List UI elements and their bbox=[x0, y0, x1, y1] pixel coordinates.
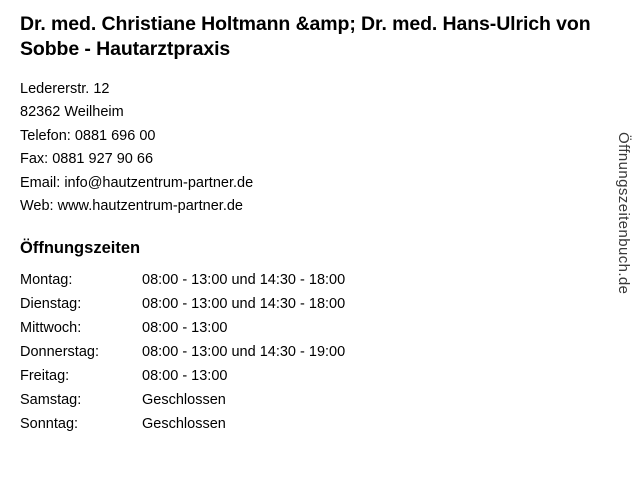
table-row bbox=[20, 272, 345, 296]
day-hours: 08:00 - 13:00 und 14:30 - 18:00 bbox=[142, 295, 346, 312]
city-line: 82362 Weilheim bbox=[20, 104, 124, 121]
day-label: Donnerstag: bbox=[20, 343, 99, 360]
day-hours: 08:00 - 13:00 und 14:30 - 18:00 bbox=[142, 271, 346, 288]
day-label: Mittwoch: bbox=[20, 319, 82, 336]
page-title: Dr. med. Christiane Holtmann &amp; Dr. med. Hans-Ulrich von Sobbe - Hautarztpraxis bbox=[20, 13, 591, 60]
day-hours: Geschlossen bbox=[142, 415, 226, 432]
contact-details bbox=[20, 78, 600, 219]
web-line: Web: www.hautzentrum-partner.de bbox=[20, 198, 243, 215]
day-hours: 08:00 - 13:00 und 14:30 - 19:00 bbox=[142, 343, 346, 360]
day-label: Dienstag: bbox=[20, 295, 82, 312]
table-row bbox=[20, 320, 345, 344]
table-row bbox=[20, 416, 345, 440]
watermark-label: Öffnungszeitenbuch.de bbox=[615, 132, 632, 295]
opening-hours-heading: Öffnungszeiten bbox=[20, 238, 141, 257]
day-label: Montag: bbox=[20, 271, 73, 288]
day-label: Freitag: bbox=[20, 367, 70, 384]
day-label: Samstag: bbox=[20, 391, 82, 408]
day-label: Sonntag: bbox=[20, 415, 79, 432]
day-hours: 08:00 - 13:00 bbox=[142, 319, 228, 336]
table-row bbox=[20, 344, 345, 368]
street-line: Ledererstr. 12 bbox=[20, 80, 110, 97]
day-hours: 08:00 - 13:00 bbox=[142, 367, 228, 384]
fax-line: Fax: 0881 927 90 66 bbox=[20, 151, 154, 168]
phone-line: Telefon: 0881 696 00 bbox=[20, 127, 156, 144]
day-hours: Geschlossen bbox=[142, 391, 226, 408]
email-line: Email: info@hautzentrum-partner.de bbox=[20, 174, 254, 191]
opening-hours-table bbox=[20, 272, 345, 440]
table-row bbox=[20, 296, 345, 320]
document-body bbox=[20, 12, 600, 440]
table-row bbox=[20, 392, 345, 416]
table-row bbox=[20, 368, 345, 392]
